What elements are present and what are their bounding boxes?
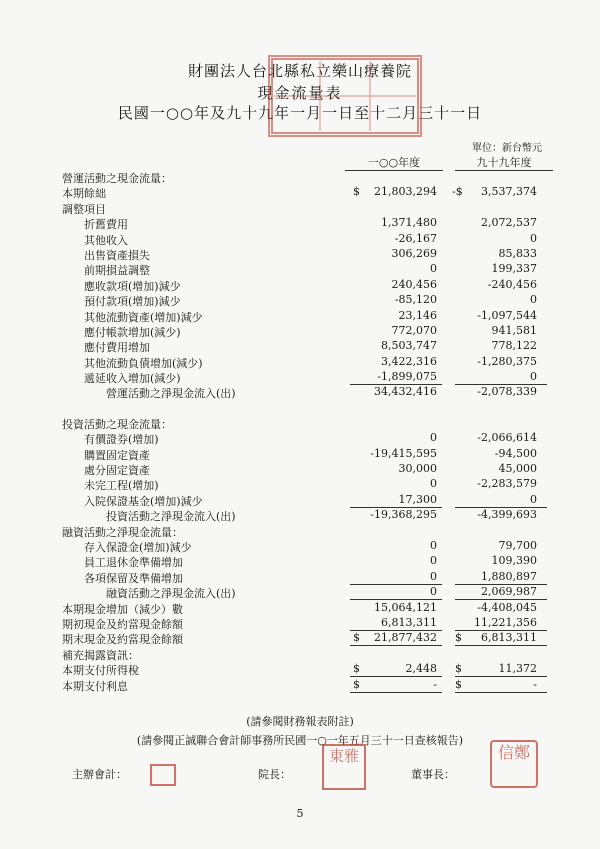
currency-symbol: $: [353, 662, 360, 676]
row-label: 出售資產損失: [84, 248, 150, 262]
prior-year-value: -1,280,375: [477, 354, 537, 368]
row-label: 未完工程(增加): [84, 479, 159, 493]
row-label: 本期餘絀: [62, 187, 106, 201]
prior-year-value: -4,408,045: [477, 600, 537, 614]
current-year-value: 3,422,316: [381, 354, 437, 368]
current-year-value: 2,448: [405, 662, 437, 676]
current-year-value: 0: [430, 431, 437, 445]
current-year-value: -19,415,595: [370, 446, 437, 460]
current-year-value: 0: [430, 477, 437, 491]
prior-year-value: 85,833: [498, 246, 537, 260]
row-label: 本期支付利息: [62, 679, 128, 693]
director-signature-label: 院長：: [258, 768, 291, 781]
row-label: 期初現金及約當現金餘額: [62, 617, 183, 631]
current-year-value: 21,877,432: [374, 631, 437, 645]
table-row: [0, 616, 600, 631]
table-row: [0, 309, 600, 324]
current-year-value: 772,070: [391, 323, 437, 337]
row-label: 投資活動之淨現金流入(出): [106, 510, 236, 524]
row-label: 融資活動之淨現金流量：: [62, 525, 183, 539]
currency-symbol: $: [455, 631, 462, 645]
prior-year-value: 45,000: [498, 462, 537, 476]
row-label: 期末現金及約當現金餘額: [62, 633, 183, 647]
table-row: [0, 385, 600, 400]
row-label: 購置固定資產: [84, 448, 150, 462]
accountant-seal: [150, 764, 176, 786]
current-year-value: 0: [430, 554, 437, 568]
current-year-value: -26,167: [394, 231, 437, 245]
row-label: 各項保留及準備增加: [84, 571, 183, 585]
section-gap: [0, 401, 600, 416]
prior-year-value: 109,390: [491, 554, 537, 568]
table-row: [0, 355, 600, 370]
table-row: [0, 170, 600, 185]
row-label: 折舊費用: [84, 218, 128, 232]
prior-year-value: 11,372: [498, 662, 537, 676]
current-year-value: -85,120: [394, 293, 437, 307]
currency-symbol: -$: [452, 185, 463, 199]
prior-year-value: 0: [530, 231, 537, 245]
currency-symbol: $: [455, 677, 462, 691]
row-label: 補充揭露資訊：: [62, 648, 139, 662]
table-row: [0, 185, 600, 200]
table-row: [0, 232, 600, 247]
table-row: [0, 493, 600, 508]
table-row: [0, 278, 600, 293]
column-header-current-year: 一○○年度: [345, 154, 443, 171]
current-year-value: -19,368,295: [370, 508, 437, 522]
current-year-value: 15,064,121: [374, 600, 437, 614]
row-label: 融資活動之淨現金流入(出): [106, 587, 236, 601]
prior-year-value: 2,069,987: [481, 585, 537, 599]
row-label: 處分固定資產: [84, 464, 150, 478]
row-label: 其他流動資產(增加)減少: [84, 310, 203, 324]
page-number: 5: [296, 807, 304, 820]
current-year-value: 34,432,416: [374, 385, 437, 399]
prior-year-value: 778,122: [491, 339, 537, 353]
current-year-value: 23,146: [398, 308, 437, 322]
row-label: 前期損益調整: [84, 264, 150, 278]
prior-year-value: -240,456: [487, 277, 537, 291]
row-label: 營運活動之淨現金流入(出): [106, 387, 236, 401]
table-row: [0, 570, 600, 585]
director-seal: 東雅: [322, 744, 366, 790]
prior-year-value: -1,097,544: [477, 308, 537, 322]
table-row: [0, 201, 600, 216]
chairman-signature-label: 董事長：: [411, 768, 455, 781]
row-label: 存入保證金(增加)減少: [84, 540, 192, 554]
total-underline: [350, 692, 442, 693]
prior-year-value: 0: [530, 293, 537, 307]
table-row: [0, 462, 600, 477]
current-year-value: -: [433, 677, 437, 691]
row-label: 有價證券(增加): [84, 433, 159, 447]
table-row: [0, 554, 600, 569]
table-row: [0, 508, 600, 523]
table-row: [0, 339, 600, 354]
current-year-value: 8,503,747: [381, 339, 437, 353]
current-year-value: 1,371,480: [381, 216, 437, 230]
table-row: [0, 216, 600, 231]
table-row: [0, 262, 600, 277]
current-year-value: 0: [430, 262, 437, 276]
current-year-value: 0: [430, 569, 437, 583]
document-subtitle: 現金流量表: [257, 84, 343, 102]
table-row: [0, 662, 600, 677]
prior-year-value: 2,072,537: [481, 216, 537, 230]
row-label: 應付帳款增加(減少): [84, 325, 181, 339]
prior-year-value: 11,221,356: [474, 615, 537, 629]
prior-year-value: -4,399,693: [477, 508, 537, 522]
table-row: [0, 324, 600, 339]
table-row: [0, 631, 600, 646]
current-year-value: 0: [430, 538, 437, 552]
prior-year-value: 0: [530, 370, 537, 384]
row-label: 遞延收入增加(減少): [84, 372, 181, 386]
row-label: 應收款項(增加)減少: [84, 279, 181, 293]
column-header-prior-year: 九十九年度: [455, 154, 553, 171]
current-year-value: 240,456: [391, 277, 437, 291]
row-label: 本期現金增加（減少）數: [62, 602, 183, 616]
row-label: 投資活動之現金流量：: [62, 417, 172, 431]
row-label: 其他流動負債增加(減少): [84, 356, 203, 370]
table-row: [0, 447, 600, 462]
table-row: [0, 477, 600, 492]
currency-symbol: $: [455, 662, 462, 676]
accountant-signature-label: 主辦會計：: [72, 768, 127, 781]
current-year-value: -1,899,075: [377, 370, 437, 384]
document-title: 財團法人台北縣私立樂山療養院: [187, 62, 412, 80]
row-label: 營運活動之現金流量：: [62, 172, 172, 185]
row-label: 員工退休金準備增加: [84, 556, 183, 570]
table-row: [0, 601, 600, 616]
currency-unit: 單位：新台幣元: [472, 143, 542, 154]
notes-reference: (請參閱財務報表附註): [246, 715, 354, 728]
prior-year-value: 1,880,897: [481, 569, 537, 583]
table-row: [0, 647, 600, 662]
prior-year-value: 941,581: [491, 323, 537, 337]
current-year-value: 306,269: [391, 246, 437, 260]
prior-year-value: 3,537,374: [481, 185, 537, 199]
table-row: [0, 539, 600, 554]
prior-year-value: -: [533, 677, 537, 691]
prior-year-value: -94,500: [494, 446, 537, 460]
currency-symbol: $: [353, 631, 360, 645]
currency-symbol: $: [353, 185, 360, 199]
table-row: [0, 247, 600, 262]
current-year-value: 0: [430, 585, 437, 599]
current-year-value: 21,803,294: [374, 185, 437, 199]
table-row: [0, 431, 600, 446]
prior-year-value: 79,700: [498, 538, 537, 552]
row-label: 入院保證基金(增加)減少: [84, 494, 203, 508]
row-label: 本期支付所得稅: [62, 664, 139, 678]
table-row: [0, 585, 600, 600]
table-row: [0, 293, 600, 308]
current-year-value: 17,300: [398, 492, 437, 506]
current-year-value: 30,000: [398, 462, 437, 476]
table-row: [0, 370, 600, 385]
cash-flow-table: [0, 170, 600, 693]
prior-year-value: -2,078,339: [477, 385, 537, 399]
row-label: 預付款項(增加)減少: [84, 295, 181, 309]
table-row: [0, 678, 600, 693]
institution-seal: [268, 55, 422, 137]
table-row: [0, 524, 600, 539]
prior-year-value: 6,813,311: [481, 631, 537, 645]
total-underline: [455, 692, 547, 693]
table-row: [0, 416, 600, 431]
prior-year-value: -2,283,579: [477, 477, 537, 491]
row-label: 調整項目: [62, 202, 106, 216]
audit-report-reference: (請參閱正誠聯合會計師事務所民國一○一年五月三十一日查核報告): [136, 734, 464, 747]
prior-year-value: 199,337: [491, 262, 537, 276]
current-year-value: 6,813,311: [381, 615, 437, 629]
row-label: 應付費用增加: [84, 341, 150, 355]
prior-year-value: -2,066,614: [477, 431, 537, 445]
prior-year-value: 0: [530, 492, 537, 506]
report-period: 民國一○○年及九十九年一月一日至十二月三十一日: [117, 104, 483, 122]
row-label: 其他收入: [84, 233, 128, 247]
currency-symbol: $: [353, 677, 360, 691]
chairman-seal: 信鄭: [490, 740, 538, 788]
